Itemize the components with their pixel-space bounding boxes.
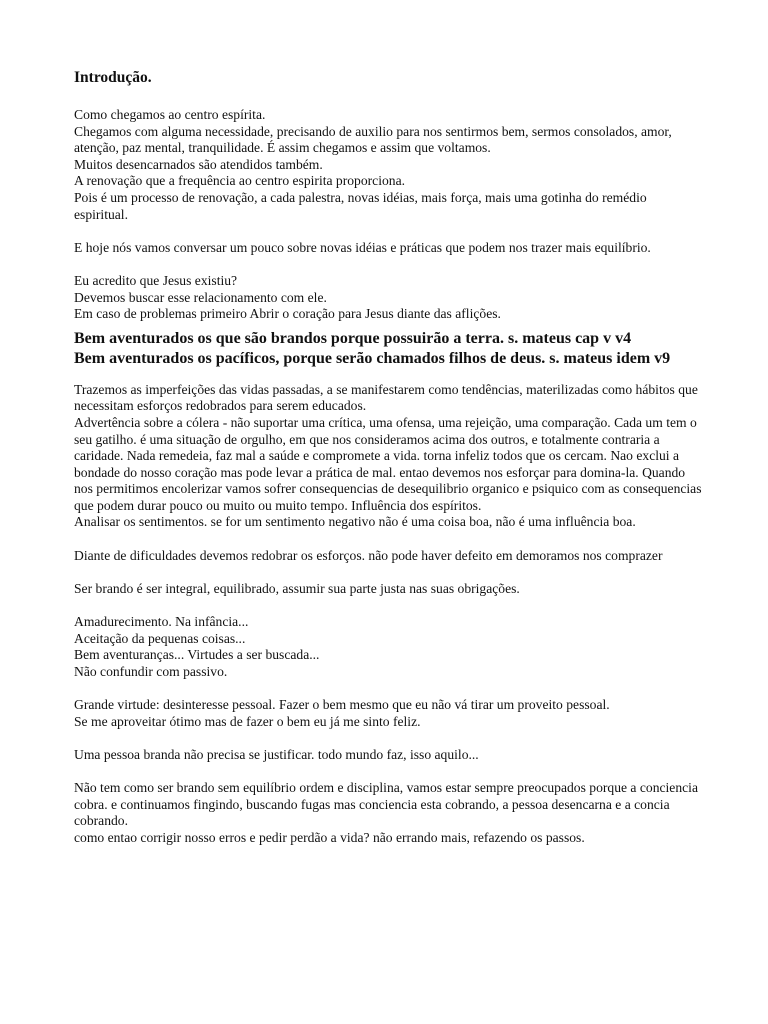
body-section xyxy=(74,382,704,531)
paragraph-dificuldades: Diante de dificuldades devemos redobrar os esforços. não pode haver defeito em demoramos nos comprazer xyxy=(74,547,663,563)
final-paragraph: Não tem como ser brando sem equilíbrio ordem e disciplina, vamos estar sempre preocupados porque a conciencia cobra. e continuamos fingindo, buscando fugas mas conciencia esta cobrando, a pessoa desencarna e a concia cobrando. xyxy=(74,779,698,829)
jesus-line: Devemos buscar esse relacionamento com ele. xyxy=(74,289,327,305)
list-item: Não confundir com passivo. xyxy=(74,663,228,679)
intro-line: A renovação que a frequência ao centro espirita proporciona. xyxy=(74,173,406,189)
heading-line-2: Bem aventurados os pacíficos, porque serão chamados filhos de deus. s. mateus idem v9 xyxy=(74,349,671,367)
paragraph-hoje: E hoje nós vamos conversar um pouco sobre novas idéias e práticas que podem nos trazer mais equilíbrio. xyxy=(74,239,651,255)
list-item: Amadurecimento. Na infância... xyxy=(74,614,249,630)
virtues-list xyxy=(74,614,704,680)
body-paragraph: Trazemos as imperfeições das vidas passadas, a se manifestarem como tendências, materilizadas como hábitos que necessitam esforços redobrados para serem educados. xyxy=(74,381,698,414)
virtue-line: Grande virtude: desinteresse pessoal. Fazer o bem mesmo que eu não vá tirar um proveito pessoal. xyxy=(74,697,610,712)
body-paragraph: Advertência sobre a cólera - não suportar uma crítica, uma ofensa, uma rejeição, uma comparação. Cada um tem o seu gatilho. é uma situação de orgulho, em que nos consideramos acima dos outros, e totalmente contraria a caridade. Nada remedeia, faz mal a saúde e compromete a vida. torna infeliz todos que os cercam. Nao exclui a bondade do nosso coração mas pode levar a prática de mal. entao devemos nos esforçar para domina-la. Quando nos permitimos encolerizar vamos sofrer consequencias de desequilibrio organico e psiquico com as consequencias que podem durar pouco ou muito ou muito tempo. Influência dos espíritos. xyxy=(74,414,702,513)
intro-line: Como chegamos ao centro espírita. xyxy=(74,107,266,122)
paragraph-brando: Ser brando é ser integral, equilibrado, assumir sua parte justa nas suas obrigações. xyxy=(74,580,520,596)
list-item: Aceitação da pequenas coisas... xyxy=(74,630,246,646)
intro-line: Pois é um processo de renovação, a cada palestra, novas idéias, mais força, mais uma gotinha do remédio espiritual. xyxy=(74,189,647,222)
document-page xyxy=(74,68,704,846)
intro-section xyxy=(74,107,704,223)
final-paragraph: como entao corrigir nosso erros e pedir perdão a vida? não errando mais, refazendo os passos. xyxy=(74,829,585,845)
jesus-line: Eu acredito que Jesus existiu? xyxy=(74,272,238,288)
virtue-section xyxy=(74,697,704,730)
intro-line: Muitos desencarnados são atendidos também. xyxy=(74,156,323,172)
intro-line: Chegamos com alguma necessidade, precisando de auxilio para nos sentirmos bem, sermos consolados, amor, atenção, paz mental, tranquilidade. É assim chegamos e assim que voltamos. xyxy=(74,123,672,156)
list-item: Bem aventuranças... Virtudes a ser buscada... xyxy=(74,647,320,663)
document-title: Introdução. xyxy=(74,69,152,86)
body-paragraph: Analisar os sentimentos. se for um sentimento negativo não é uma coisa boa, não é uma influência boa. xyxy=(74,514,636,530)
beatitudes-heading xyxy=(74,329,704,369)
virtue-line: Se me aproveitar ótimo mas de fazer o bem eu já me sinto feliz. xyxy=(74,713,421,729)
jesus-line: Em caso de problemas primeiro Abrir o coração para Jesus diante das aflições. xyxy=(74,306,501,322)
final-section xyxy=(74,780,704,846)
heading-line-1: Bem aventurados os que são brandos porque possuirão a terra. s. mateus cap v v4 xyxy=(74,329,632,347)
paragraph-pessoa: Uma pessoa branda não precisa se justificar. todo mundo faz, isso aquilo... xyxy=(74,746,479,762)
jesus-section xyxy=(74,273,704,323)
